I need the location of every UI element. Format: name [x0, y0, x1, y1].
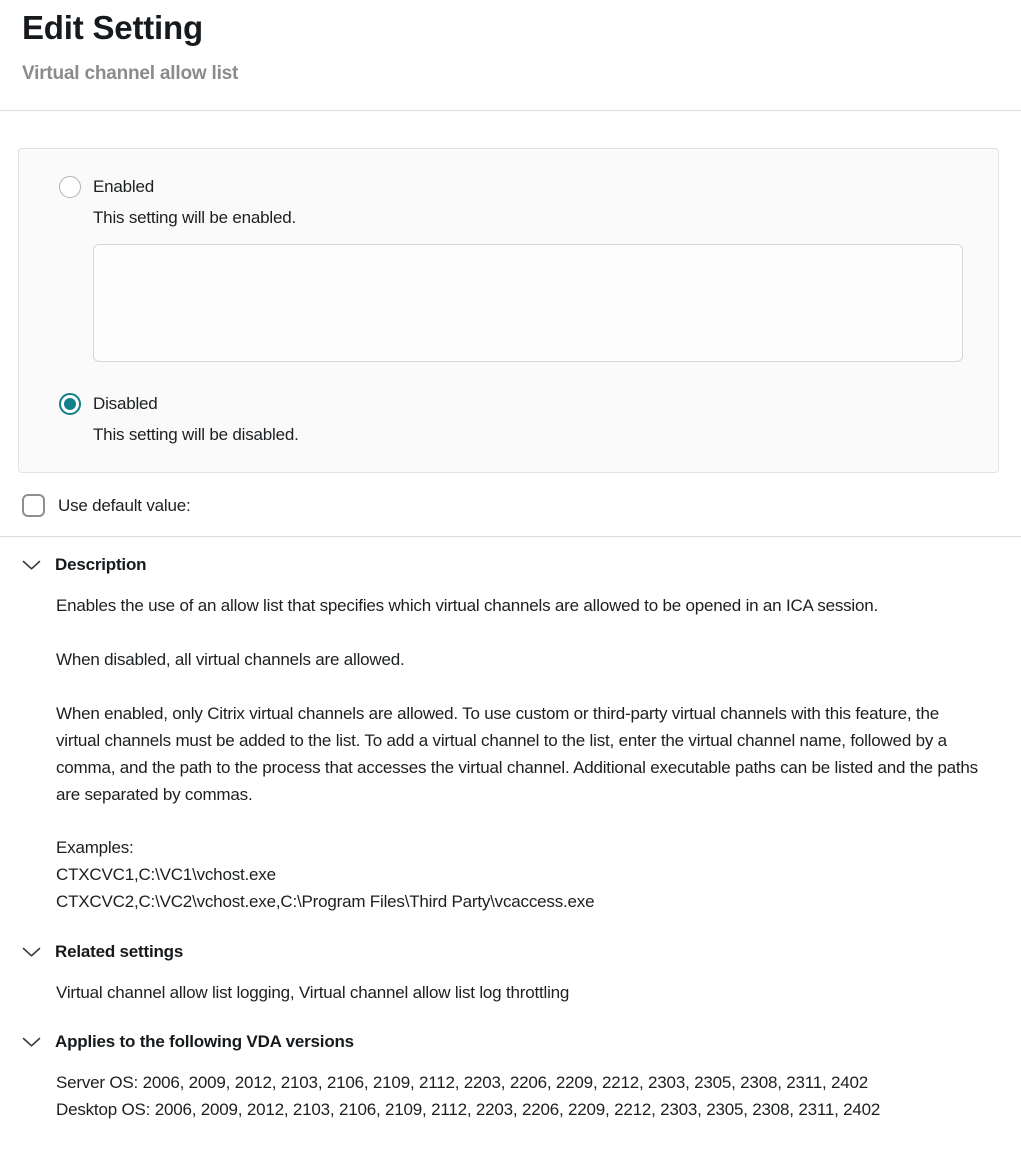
- desktop-os-versions: Desktop OS: 2006, 2009, 2012, 2103, 2106, 2109, 2112, 2203, 2206, 2209, 2212, 2303, 2305, 2308, 2311, 2402: [56, 1100, 881, 1119]
- applies-to-body: [56, 1069, 986, 1123]
- related-settings-body: [56, 979, 986, 1006]
- description-section-title[interactable]: Description: [55, 555, 147, 574]
- example-line: CTXCVC2,C:\VC2\vchost.exe,C:\Program Files\Third Party\vcaccess.exe: [56, 892, 595, 911]
- server-os-versions: Server OS: 2006, 2009, 2012, 2103, 2106, 2109, 2112, 2203, 2206, 2209, 2212, 2303, 2305, 2308, 2311, 2402: [56, 1073, 869, 1092]
- radio-dot: [64, 398, 76, 410]
- disabled-radio[interactable]: [59, 393, 81, 415]
- related-settings-content: Virtual channel allow list logging, Virtual channel allow list log throttling: [56, 983, 570, 1002]
- use-default-row: [22, 494, 999, 517]
- setting-value-panel: [18, 148, 999, 473]
- applies-to-section-header[interactable]: [22, 1031, 999, 1053]
- example-line: CTXCVC1,C:\VC1\vchost.exe: [56, 865, 276, 884]
- disabled-description: This setting will be disabled.: [93, 425, 299, 444]
- chevron-down-icon[interactable]: [22, 1037, 41, 1048]
- section-divider: [0, 536, 1021, 537]
- disabled-radio-group: [59, 393, 960, 446]
- chevron-down-icon[interactable]: [22, 947, 41, 958]
- page-title: Edit Setting: [22, 9, 203, 46]
- use-default-checkbox[interactable]: [22, 494, 45, 517]
- enabled-radio[interactable]: [59, 176, 81, 198]
- description-paragraph: Enables the use of an allow list that specifies which virtual channels are allowed to be opened in an ICA session.: [56, 596, 879, 615]
- description-paragraph: When enabled, only Citrix virtual channels are allowed. To use custom or third-party virtual channels with this feature, the virtual channels must be added to the list. To add a virtual channel to the list, enter the virtual channel name, followed by a comma, and the path to the process that accesses the virtual channel. Additional executable paths can be listed and the paths are separated by commas.: [56, 704, 978, 804]
- description-section-body: [56, 592, 986, 915]
- disabled-radio-row: [59, 393, 960, 415]
- examples-block: [56, 834, 986, 915]
- related-settings-section-title[interactable]: Related settings: [55, 942, 184, 961]
- allow-list-input[interactable]: [93, 244, 963, 362]
- examples-label: Examples:: [56, 838, 134, 857]
- description-paragraph: When disabled, all virtual channels are allowed.: [56, 650, 405, 669]
- related-settings-section-header[interactable]: [22, 941, 999, 963]
- header-divider: [0, 110, 1021, 111]
- chevron-down-icon[interactable]: [22, 560, 41, 571]
- enabled-description: This setting will be enabled.: [93, 208, 297, 227]
- applies-to-section-title[interactable]: Applies to the following VDA versions: [55, 1032, 354, 1051]
- setting-name-subtitle: Virtual channel allow list: [22, 63, 239, 84]
- description-section-header[interactable]: [22, 554, 999, 576]
- use-default-label[interactable]: Use default value:: [58, 495, 191, 515]
- enabled-radio-row: [59, 176, 960, 198]
- disabled-radio-label[interactable]: Disabled: [93, 394, 158, 413]
- enabled-radio-label[interactable]: Enabled: [93, 177, 154, 196]
